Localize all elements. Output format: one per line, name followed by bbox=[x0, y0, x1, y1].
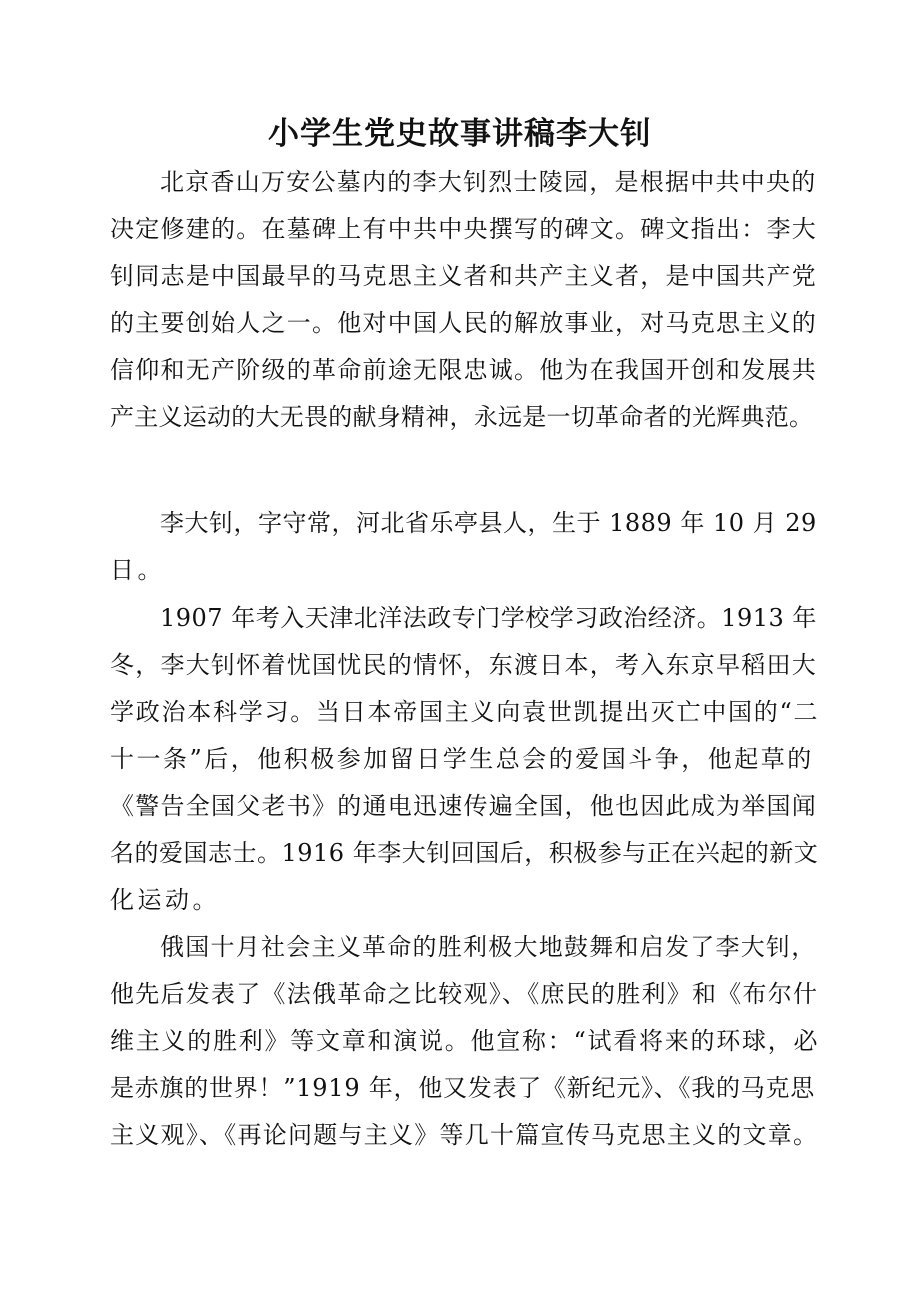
paragraph-line: 钊同志是中国最早的马克思主义者和共产主义者，是中国共产党 bbox=[110, 262, 817, 290]
paragraph-line: 的主要创始人之一。他对中国人民的解放事业，对马克思主义的 bbox=[110, 309, 817, 337]
document-title: 小学生党史故事讲稿李大钊 bbox=[268, 116, 652, 152]
paragraph-line: 名的爱国志士。1916 年李大钊回国后，积极参与正在兴起的新文 bbox=[110, 839, 819, 867]
paragraph-line: 俄国十月社会主义革命的胜利极大地鼓舞和启发了李大钊， bbox=[160, 933, 817, 961]
paragraph-line: 维主义的胜利》等文章和演说。他宣称：“试看将来的环球，必 bbox=[110, 1027, 820, 1055]
paragraph-line: 产主义运动的大无畏的献身精神，永远是一切革命者的光辉典范。 bbox=[110, 403, 814, 431]
paragraph-line: 李大钊，字守常，河北省乐亭县人，生于 1889 年 10 月 29 bbox=[160, 509, 817, 537]
paragraph-line: 决定修建的。在墓碑上有中共中央撰写的碑文。碑文指出：李大 bbox=[110, 215, 817, 243]
paragraph-line: 化运动。 bbox=[110, 886, 220, 914]
paragraph-line: 冬，李大钊怀着忧国忧民的情怀，东渡日本，考入东京早稻田大 bbox=[110, 651, 817, 679]
paragraph-line: 十一条”后，他积极参加留日学生总会的爱国斗争，他起草的 bbox=[110, 745, 814, 773]
paragraph-line: 日。 bbox=[110, 556, 165, 584]
paragraph-line: 他先后发表了《法俄革命之比较观》、《庶民的胜利》和《布尔什 bbox=[110, 980, 819, 1008]
paragraph-line: 学政治本科学习。当日本帝国主义向袁世凯提出灭亡中国的“二 bbox=[110, 698, 820, 726]
paragraph-line: 是赤旗的世界！”1919 年，他又发表了《新纪元》、《我的马克思 bbox=[110, 1074, 815, 1102]
paragraph-line: 信仰和无产阶级的革命前途无限忠诚。他为在我国开创和发展共 bbox=[110, 356, 817, 384]
paragraph-line: 主义观》、《再论问题与主义》等几十篇宣传马克思主义的文章。 bbox=[110, 1121, 819, 1149]
paragraph-line: 1907 年考入天津北洋法政专门学校学习政治经济。1913 年 bbox=[160, 604, 817, 632]
paragraph-line: 北京香山万安公墓内的李大钊烈士陵园，是根据中共中央的 bbox=[160, 168, 817, 196]
paragraph-line: 《警告全国父老书》的通电迅速传遍全国，他也因此成为举国闻 bbox=[110, 792, 817, 820]
